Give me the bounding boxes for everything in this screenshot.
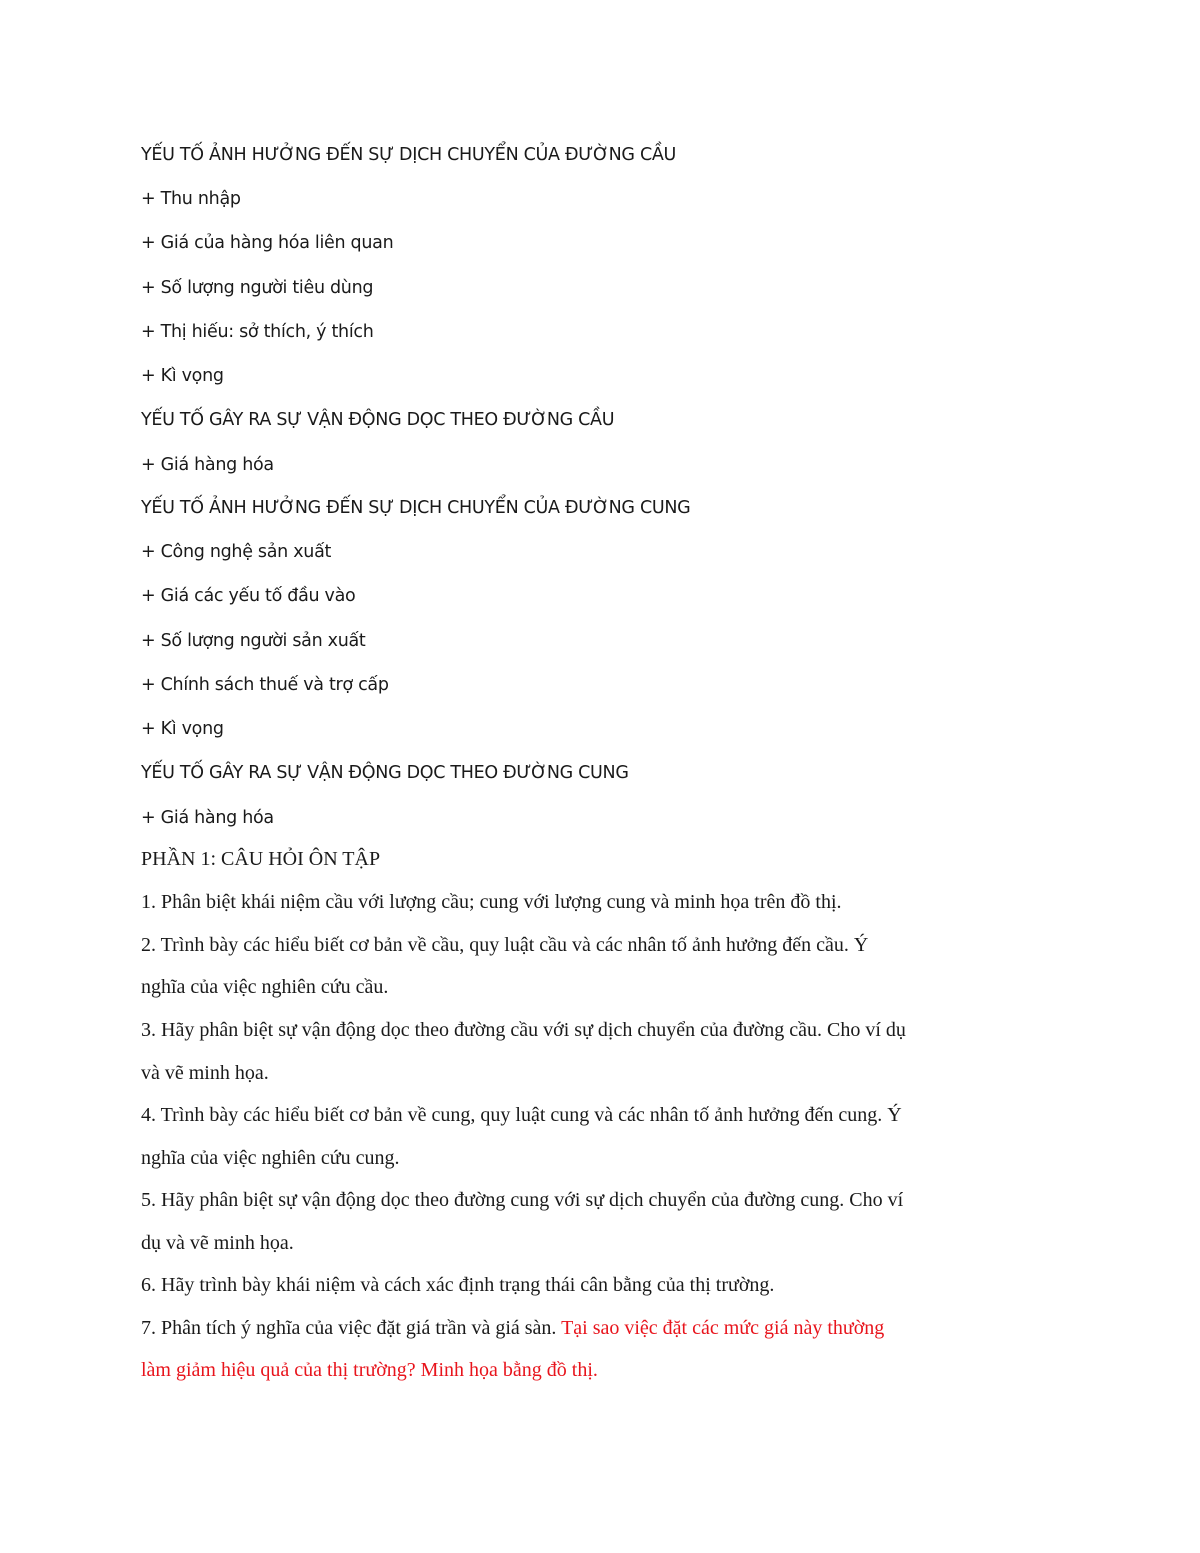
question-7-line-1 (141, 1317, 884, 1340)
review-heading: PHẦN 1: CÂU HỎI ÔN TẬP (141, 848, 381, 870)
supply-move-heading: YẾU TỐ GÂY RA SỰ VẬN ĐỘNG DỌC THEO ĐƯỜNG CUNG (141, 763, 629, 783)
list-item: + Thu nhập (141, 189, 241, 209)
question-4-line-1: 4. Trình bày các hiểu biết cơ bản về cung, quy luật cung và các nhân tố ảnh hưởng đến cung. Ý (141, 1104, 902, 1126)
question-4-line-2: nghĩa của việc nghiên cứu cung. (141, 1147, 400, 1169)
question-3-line-1: 3. Hãy phân biệt sự vận động dọc theo đường cầu với sự dịch chuyển của đường cầu. Cho ví dụ (141, 1019, 906, 1041)
question-7-text: 7. Phân tích ý nghĩa của việc đặt giá trần và giá sàn. (141, 1317, 562, 1339)
list-item: + Chính sách thuế và trợ cấp (141, 675, 389, 695)
list-item: + Giá hàng hóa (141, 808, 274, 828)
question-5-line-2: dụ và vẽ minh họa. (141, 1232, 294, 1254)
list-item: + Kì vọng (141, 719, 224, 739)
list-item: + Số lượng người sản xuất (141, 631, 366, 651)
list-item: + Thị hiếu: sở thích, ý thích (141, 322, 374, 342)
question-6: 6. Hãy trình bày khái niệm và cách xác định trạng thái cân bằng của thị trường. (141, 1274, 775, 1296)
demand-move-heading: YẾU TỐ GÂY RA SỰ VẬN ĐỘNG DỌC THEO ĐƯỜNG CẦU (141, 410, 615, 430)
question-5-line-1: 5. Hãy phân biệt sự vận động dọc theo đường cung với sự dịch chuyển của đường cung. Cho ví (141, 1189, 904, 1211)
list-item: + Công nghệ sản xuất (141, 542, 332, 562)
supply-shift-heading: YẾU TỐ ẢNH HƯỞNG ĐẾN SỰ DỊCH CHUYỂN CỦA ĐƯỜNG CUNG (141, 498, 691, 518)
list-item: + Số lượng người tiêu dùng (141, 278, 374, 298)
list-item: + Kì vọng (141, 366, 224, 386)
question-2-line-1: 2. Trình bày các hiểu biết cơ bản về cầu, quy luật cầu và các nhân tố ảnh hưởng đến cầu. Ý (141, 934, 869, 956)
list-item: + Giá các yếu tố đầu vào (141, 586, 356, 606)
list-item: + Giá hàng hóa (141, 455, 274, 475)
demand-shift-heading: YẾU TỐ ẢNH HƯỞNG ĐẾN SỰ DỊCH CHUYỂN CỦA ĐƯỜNG CẦU (141, 145, 677, 165)
question-7-highlight: Tại sao việc đặt các mức giá này thường (561, 1317, 885, 1339)
question-7-line-2: làm giảm hiệu quả của thị trường? Minh họa bằng đồ thị. (141, 1359, 598, 1381)
question-2-line-2: nghĩa của việc nghiên cứu cầu. (141, 976, 389, 998)
question-1: 1. Phân biệt khái niệm cầu với lượng cầu; cung với lượng cung và minh họa trên đồ thị. (141, 891, 842, 913)
list-item: + Giá của hàng hóa liên quan (141, 233, 394, 253)
question-3-line-2: và vẽ minh họa. (141, 1062, 269, 1084)
